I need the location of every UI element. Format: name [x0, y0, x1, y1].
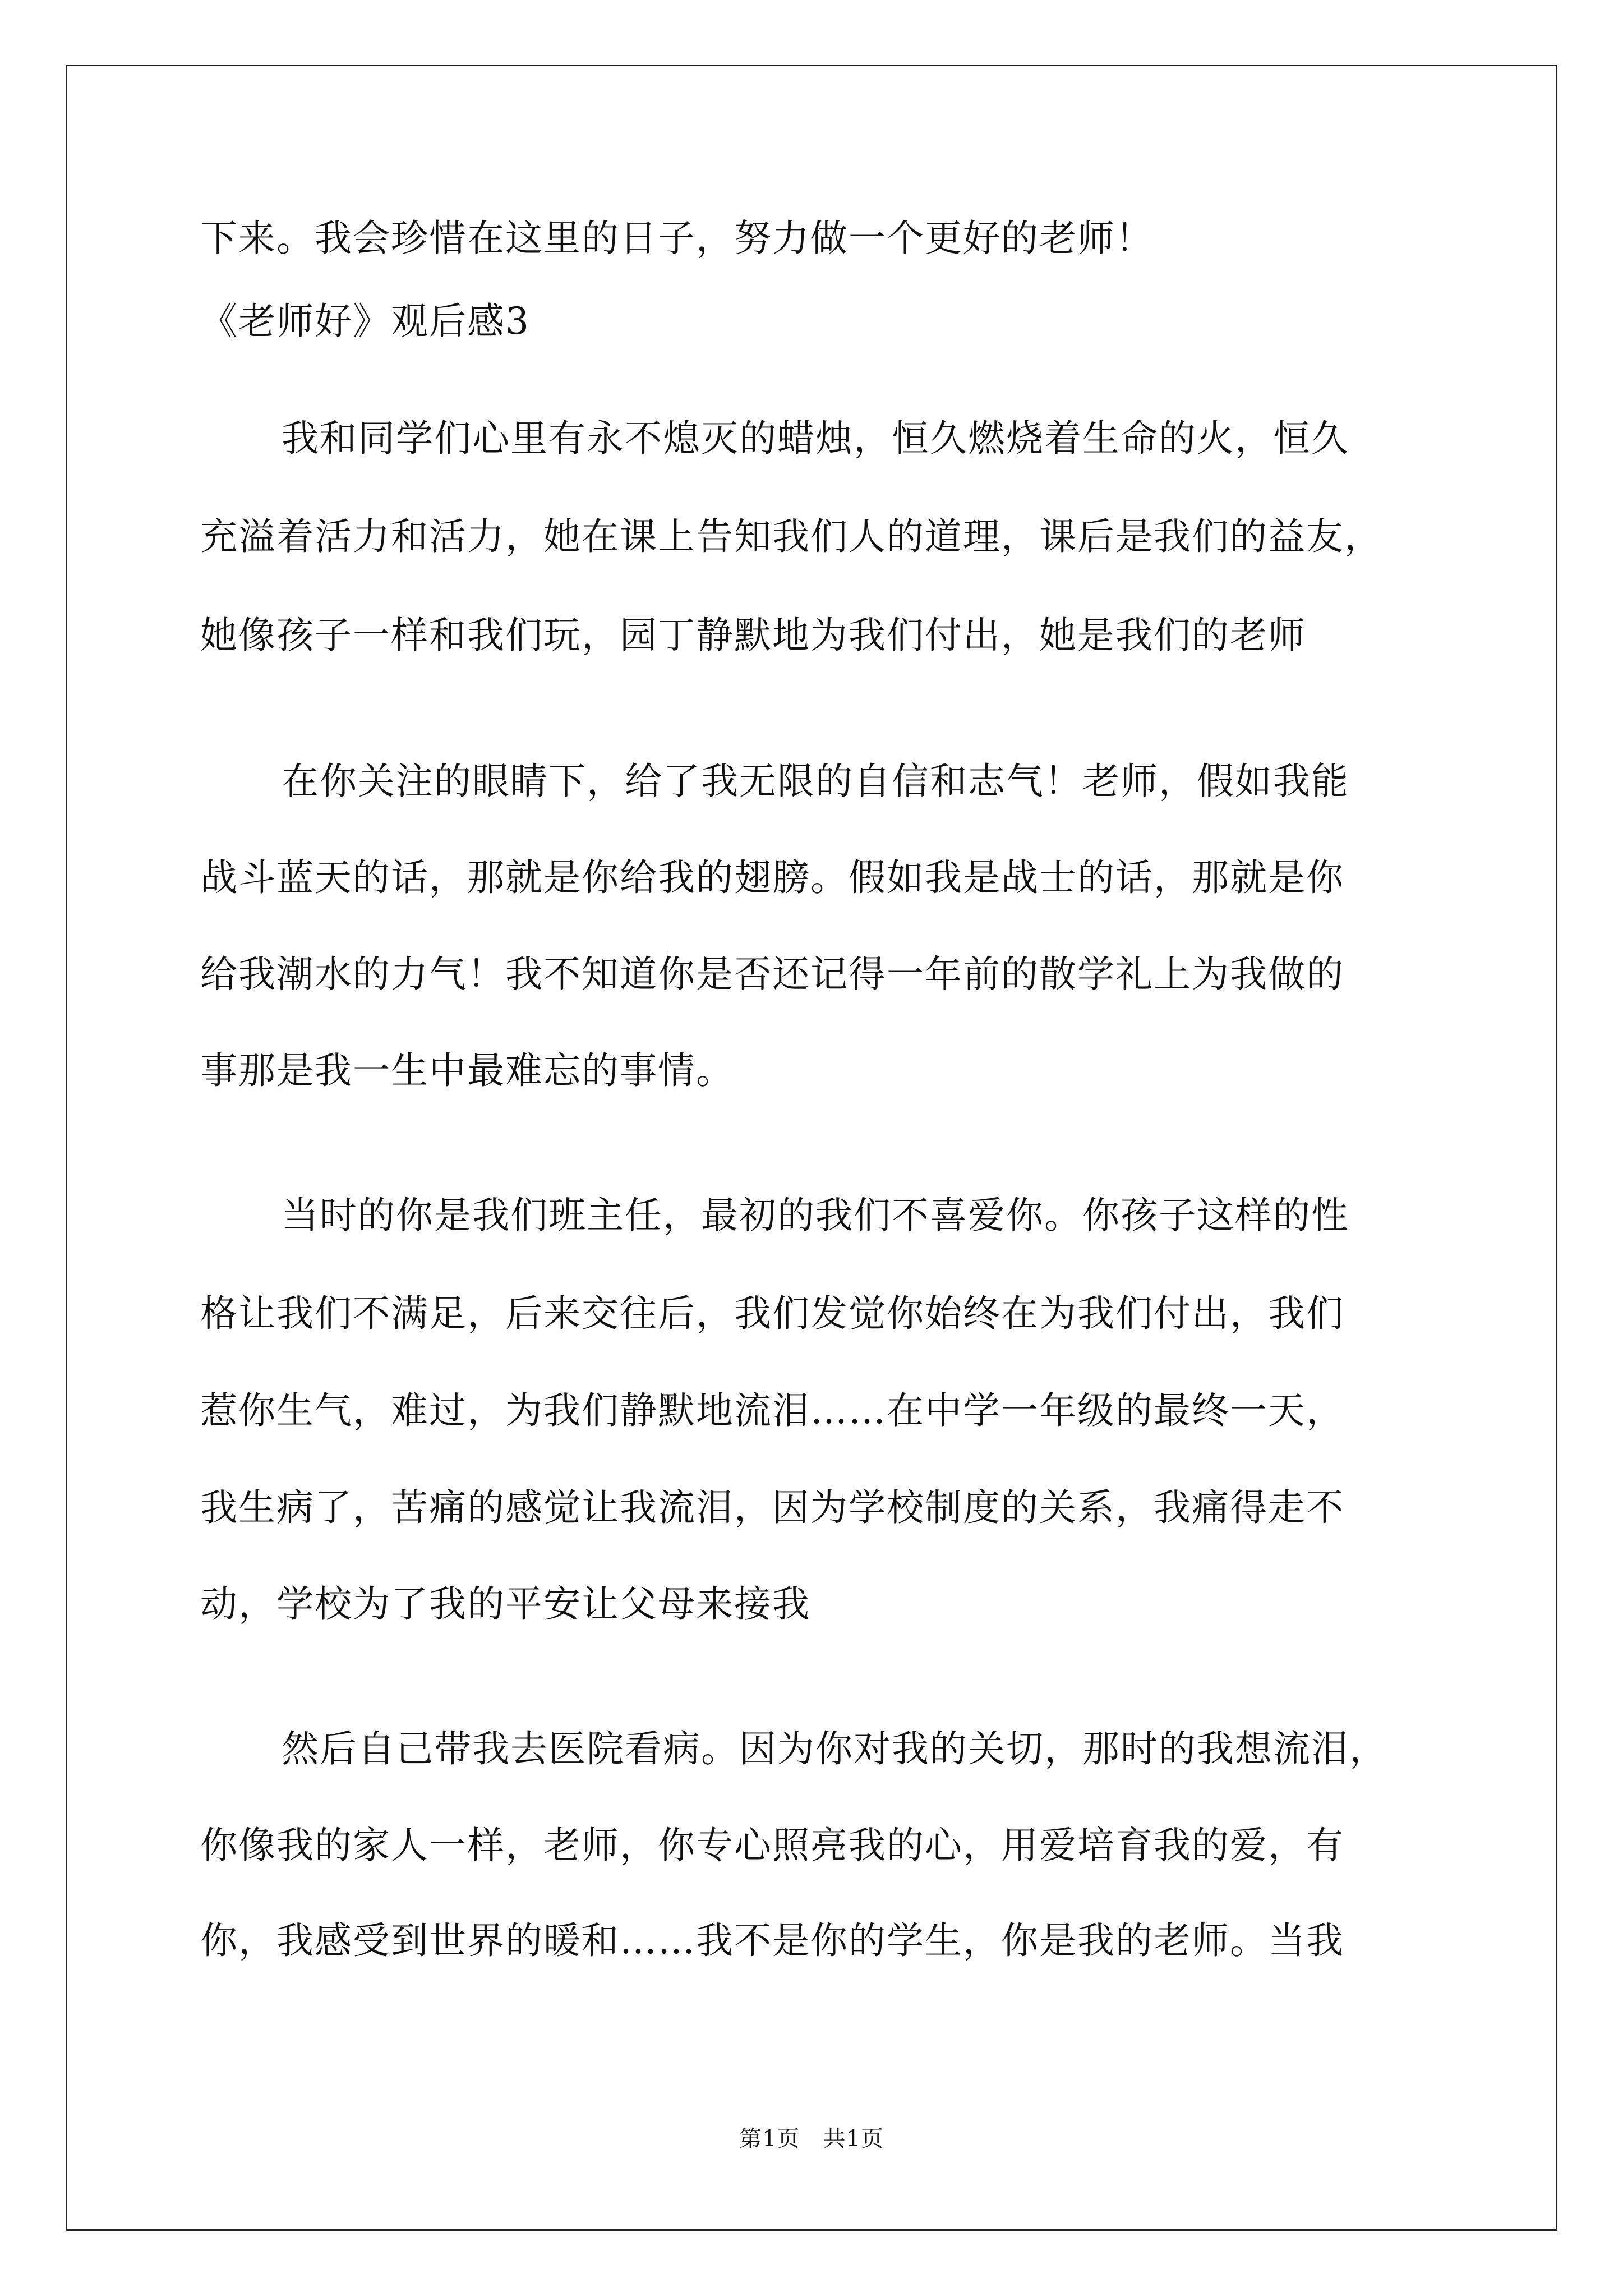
paragraph-line: 我和同学们心里有永不熄灭的蜡烛，恒久燃烧着生命的火，恒久 — [282, 417, 1349, 460]
paragraph-line: 她像孩子一样和我们玩，园丁静默地为我们付出，她是我们的老师 — [200, 614, 1306, 657]
page-border — [66, 65, 1557, 2231]
paragraph-line: 充溢着活力和活力，她在课上告知我们人的道理，课后是我们的益友， — [200, 515, 1382, 558]
paragraph-line: 格让我们不满足，后来交往后，我们发觉你始终在为我们付出，我们 — [200, 1292, 1344, 1335]
section-title: 《老师好》观后感3 — [200, 300, 530, 343]
paragraph-line: 你，我感受到世界的暖和……我不是你的学生，你是我的老师。当我 — [200, 1919, 1344, 1962]
paragraph-line: 下来。我会珍惜在这里的日子，努力做一个更好的老师！ — [200, 217, 1154, 260]
page-number-footer: 第1页 共1页 — [739, 2126, 884, 2152]
paragraph-line: 惹你生气，难过，为我们静默地流泪……在中学一年级的最终一天， — [200, 1389, 1344, 1432]
paragraph-line: 然后自己带我去医院看病。因为你对我的关切，那时的我想流泪， — [282, 1727, 1387, 1770]
paragraph-line: 事那是我一生中最难忘的事情。 — [200, 1049, 734, 1092]
paragraph-line: 你像我的家人一样，老师，你专心照亮我的心，用爱培育我的爱，有 — [200, 1824, 1344, 1867]
paragraph-line: 给我潮水的力气！我不知道你是否还记得一年前的散学礼上为我做的 — [200, 953, 1344, 996]
paragraph-line: 战斗蓝天的话，那就是你给我的翅膀。假如我是战士的话，那就是你 — [200, 856, 1344, 899]
paragraph-line: 动，学校为了我的平安让父母来接我 — [200, 1582, 810, 1626]
paragraph-line: 我生病了，苦痛的感觉让我流泪，因为学校制度的关系，我痛得走不 — [200, 1486, 1344, 1529]
paragraph-line: 当时的你是我们班主任，最初的我们不喜爱你。你孩子这样的性 — [282, 1194, 1349, 1237]
paragraph-line: 在你关注的眼睛下，给了我无限的自信和志气！老师，假如我能 — [282, 760, 1349, 803]
